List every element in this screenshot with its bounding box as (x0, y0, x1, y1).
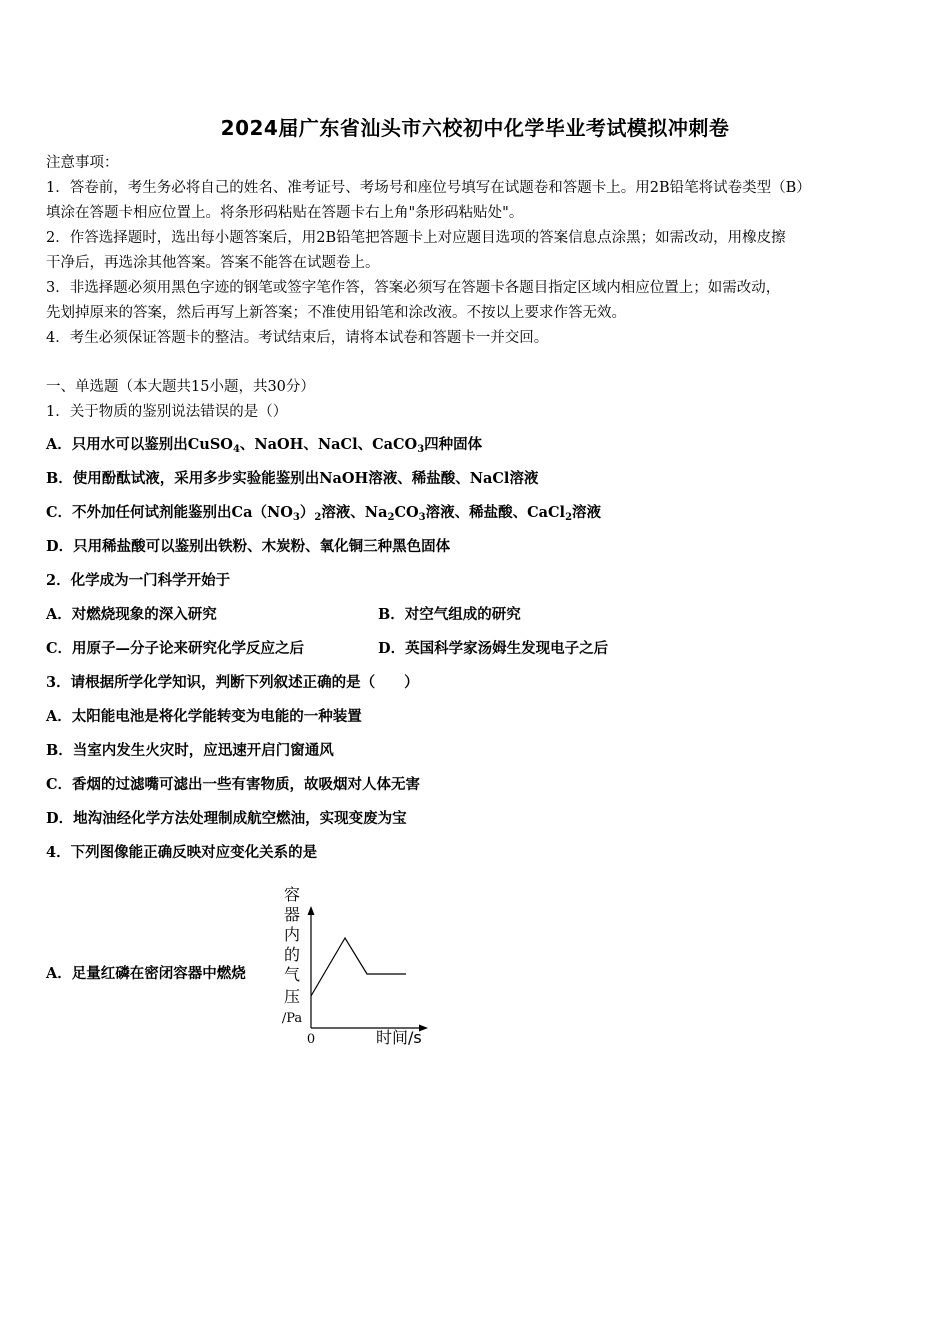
y-label-char: 压 (283, 987, 301, 1006)
y-axis-arrow (308, 906, 315, 915)
q2-option-d: D．英国科学家汤姆生发现电子之后 (378, 640, 609, 657)
notice-line: 1．答卷前，考生务必将自己的姓名、准考证号、考场号和座位号填写在试题卷和答题卡上。用2B铅笔将试卷类型（B） (46, 180, 811, 196)
subscript: 2 (314, 512, 322, 523)
q1-a-tail: 四种固体 (424, 436, 483, 453)
q2-option-c: C．用原子—分子论来研究化学反应之后 (46, 640, 305, 657)
pressure-curve (311, 938, 406, 996)
pressure-time-graph (272, 880, 442, 1050)
subscript: 2 (387, 512, 395, 523)
notice-line: 先划掉原来的答案，然后再写上新答案；不准使用铅笔和涂改液。不按以上要求作答无效。 (46, 305, 626, 321)
q2-option-b: B．对空气组成的研究 (378, 606, 521, 623)
q2-option-a: A．对燃烧现象的深入研究 (46, 606, 217, 623)
q1-option-a (46, 435, 482, 455)
page-title: 2024届广东省汕头市六校初中化学毕业考试模拟冲刺卷 (220, 116, 730, 140)
formula-part: 、NaOH、NaCl、CaCO (239, 436, 418, 453)
q1-option-d: D．只用稀盐酸可以鉴别出铁粉、木炭粉、氧化铜三种黑色固体 (46, 538, 451, 555)
formula-part: 溶液、稀盐酸、CaCl (425, 504, 566, 521)
formula-part: 溶液、Na (321, 504, 388, 521)
q3-option-a: A．太阳能电池是将化学能转变为电能的一种装置 (46, 708, 362, 725)
y-label-char: 器 (283, 905, 301, 924)
subscript: 4 (232, 444, 240, 455)
notice-line: 2．作答选择题时，选出每小题答案后，用2B铅笔把答题卡上对应题目选项的答案信息点涂黑；如需改动，用橡皮擦 (46, 230, 786, 246)
q3-option-b: B．当室内发生火灾时，应迅速开启门窗通风 (46, 742, 334, 759)
notice-line: 干净后，再选涂其他答案。答案不能答在试题卷上。 (46, 255, 380, 271)
subscript: 3 (418, 512, 426, 523)
q1-stem: 1．关于物质的鉴别说法错误的是（） (46, 404, 288, 420)
notice-line: 3．非选择题必须用黑色字迹的钢笔或签字笔作答，答案必须写在答题卡各题目指定区域内相应位置上；如需改动， (46, 280, 781, 296)
formula-part: CuSO (187, 436, 233, 453)
q4-stem: 4．下列图像能正确反映对应变化关系的是 (46, 844, 318, 861)
x-axis-label: 时间/s (376, 1028, 422, 1047)
subscript: 3 (292, 512, 300, 523)
q1-c-tail: 溶液 (572, 504, 602, 521)
q1-option-c (46, 503, 601, 523)
y-unit-label: /Pa (281, 1011, 303, 1026)
q1-c-text: C．不外加任何试剂能鉴别出Ca（NO (46, 504, 293, 521)
subscript: 3 (417, 444, 425, 455)
q1-a-text: A．只用水可以鉴别出 (46, 436, 188, 453)
formula-part: CO (394, 504, 419, 521)
y-label-char: 内 (283, 925, 301, 944)
q2-stem: 2．化学成为一门科学开始于 (46, 572, 231, 589)
section-heading: 一、单选题（本大题共15小题，共30分） (46, 379, 315, 395)
q3-option-c: C．香烟的过滤嘴可滤出一些有害物质，故吸烟对人体无害 (46, 776, 421, 793)
notice-heading: 注意事项： (46, 155, 119, 171)
y-label-char: 容 (283, 885, 301, 904)
formula-part: ） (299, 504, 315, 521)
notice-line: 填涂在答题卡相应位置上。将条形码粘贴在答题卡右上角"条形码粘贴处"。 (46, 205, 524, 221)
y-label-char: 的 (283, 945, 301, 964)
y-label-char: 气 (283, 965, 301, 984)
q3-stem: 3．请根据所学化学知识，判断下列叙述正确的是（ ） (46, 674, 419, 691)
subscript: 2 (565, 512, 573, 523)
q4-option-a: A．足量红磷在密闭容器中燃烧 (46, 965, 246, 982)
graph-svg (272, 880, 442, 1050)
origin-label: 0 (306, 1032, 316, 1047)
q1-option-b: B．使用酚酞试液，采用多步实验能鉴别出NaOH溶液、稀盐酸、NaCl溶液 (46, 470, 539, 487)
q3-option-d: D．地沟油经化学方法处理制成航空燃油，实现变废为宝 (46, 810, 407, 827)
notice-line: 4．考生必须保证答题卡的整洁。考试结束后，请将本试卷和答题卡一并交回。 (46, 330, 549, 346)
